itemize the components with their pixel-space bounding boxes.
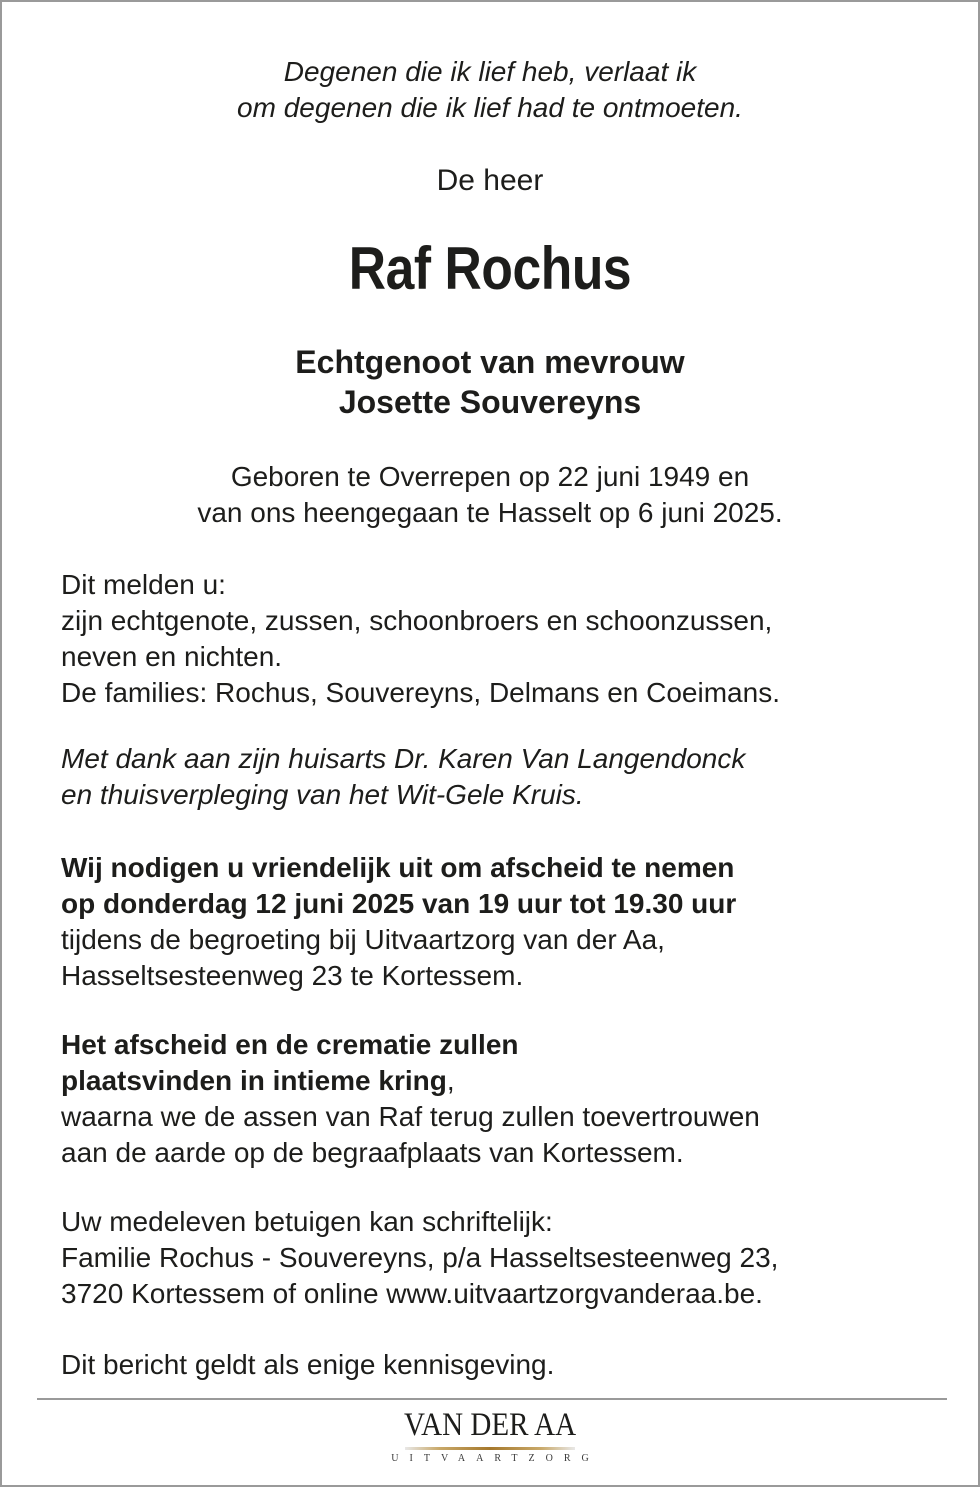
spouse-line: Echtgenoot van mevrouw xyxy=(295,344,685,380)
deceased-name: Raf Rochus xyxy=(348,235,632,302)
logo-subtitle: UITVAARTZORG xyxy=(391,1453,600,1464)
spouse-info xyxy=(2,342,978,422)
logo-wordmark: VAN DER AA xyxy=(403,1407,577,1443)
funeral-home-logo xyxy=(2,1406,978,1465)
invitation-line: op donderdag 12 juni 2025 van 19 uur tot 19.30 uur xyxy=(61,888,737,919)
motto-line: Degenen die ik lief heb, verlaat ik xyxy=(283,56,697,87)
invitation-line: tijdens de begroeting bij Uitvaartzorg van der Aa, xyxy=(61,924,665,955)
condolence-line: Uw medeleven betuigen kan schriftelijk: xyxy=(61,1206,553,1237)
birth-line: Geboren te Overrepen op 22 juni 1949 en xyxy=(230,461,750,492)
birth-death-info xyxy=(2,459,978,531)
motto-quote xyxy=(2,54,978,126)
ceremony-line: waarna we de assen van Raf terug zullen toevertrouwen xyxy=(61,1101,760,1132)
condolence-line: 3720 Kortessem of online www.uitvaartzorgvanderaa.be. xyxy=(61,1278,763,1309)
invitation-line: Hasseltsesteenweg 23 te Kortessem. xyxy=(61,960,524,991)
death-line: van ons heengegaan te Hasselt op 6 juni 2025. xyxy=(197,497,783,528)
ceremony-comma: , xyxy=(446,1065,455,1096)
condolence-line: Familie Rochus - Souvereyns, p/a Hasseltsesteenweg 23, xyxy=(61,1242,779,1273)
thanks-line: Met dank aan zijn huisarts Dr. Karen Van Langendonck xyxy=(61,743,746,774)
announcement-line: neven en nichten. xyxy=(61,641,283,672)
announcement-line: De families: Rochus, Souvereyns, Delmans en Coeimans. xyxy=(61,677,780,708)
condolence-section xyxy=(61,1204,941,1312)
ceremony-section xyxy=(61,1027,941,1171)
motto-line: om degenen die ik lief had te ontmoeten. xyxy=(237,92,743,123)
thanks-line: en thuisverpleging van het Wit-Gele Kruis. xyxy=(61,779,584,810)
announcement-section xyxy=(61,567,941,711)
logo-gold-bar xyxy=(405,1447,575,1450)
ceremony-line-wrap xyxy=(61,1063,941,1099)
ceremony-line: aan de aarde op de begraafplaats van Kortessem. xyxy=(61,1137,684,1168)
notice-line: Dit bericht geldt als enige kennisgeving. xyxy=(61,1349,555,1380)
ceremony-line: plaatsvinden in intieme kring xyxy=(61,1065,447,1096)
announcement-line: zijn echtgenote, zussen, schoonbroers en schoonzussen, xyxy=(61,605,773,636)
announcement-line: Dit melden u: xyxy=(61,569,226,600)
invitation-line: Wij nodigen u vriendelijk uit om afscheid te nemen xyxy=(61,852,735,883)
honorific: De heer xyxy=(436,164,544,197)
invitation-section xyxy=(61,850,941,994)
ceremony-line: Het afscheid en de crematie zullen xyxy=(61,1029,519,1060)
divider xyxy=(37,1398,947,1400)
spouse-line: Josette Souvereyns xyxy=(338,384,642,420)
thanks-section xyxy=(61,741,941,813)
